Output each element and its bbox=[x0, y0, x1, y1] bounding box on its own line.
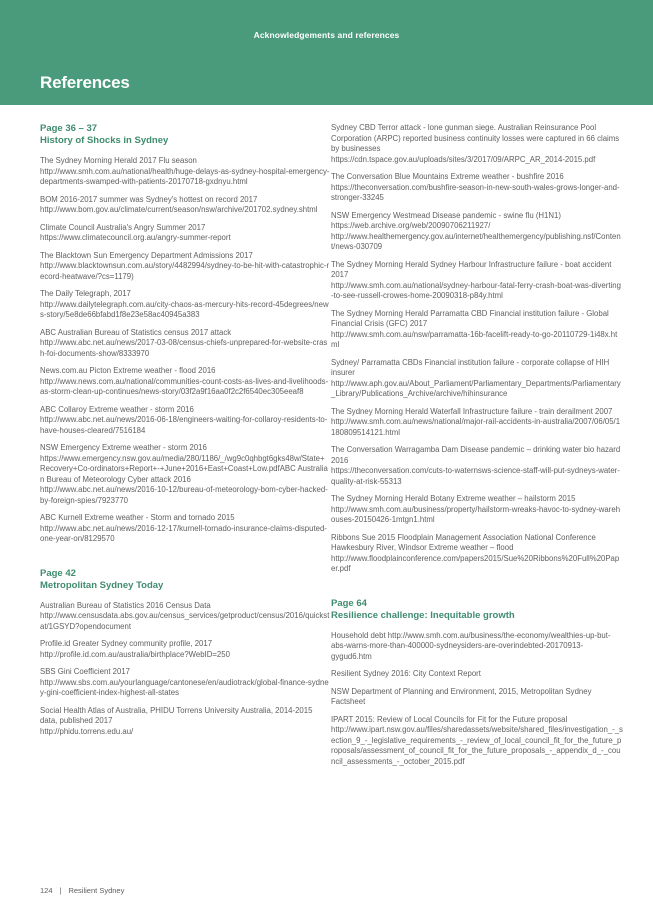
reference-entry bbox=[331, 533, 623, 575]
reference-entry bbox=[40, 328, 330, 360]
reference-entry bbox=[331, 309, 623, 351]
reference-url[interactable]: http://www.smh.com.au/national/health/huge-delays-as-sydney-hospital-emergency-departments-swamped-with-patients-20170718-gxdnyu.html bbox=[40, 166, 330, 186]
reference-title: Ribbons Sue 2015 Floodplain Management Association National Conference Hawkesbury River, Windsor Extreme weather – flood bbox=[331, 532, 596, 552]
section-heading bbox=[40, 123, 330, 147]
reference-entry bbox=[331, 211, 623, 253]
reference-entry bbox=[40, 513, 330, 545]
reference-title: The Blacktown Sun Emergency Department Admissions 2017 bbox=[40, 250, 253, 260]
right-column bbox=[331, 123, 623, 774]
reference-url[interactable]: http://www.abc.net.au/news/2016-12-17/kurnell-tornado-insurance-claims-disputed-one-year-on/8129570 bbox=[40, 523, 327, 543]
reference-url[interactable]: http://www.abc.net.au/news/2016-10-12/bureau-of-meteorology-bom-cyber-hacked-by-foreign-spies/7923770 bbox=[40, 485, 328, 505]
reference-title: The Sydney Morning Herald Botany Extreme weather – hailstorm 2015 bbox=[331, 494, 576, 503]
reference-url[interactable]: http://www.abc.net.au/news/2016-06-18/engineers-waiting-for-collaroy-residents-to-have-houses-cleared/7516184 bbox=[40, 415, 328, 435]
footer-separator: | bbox=[59, 886, 62, 895]
reference-entry bbox=[40, 405, 330, 437]
section-title: Resilience challenge: Inequitable growth bbox=[331, 609, 515, 621]
publication-name: Resilient Sydney bbox=[68, 886, 125, 895]
reference-entry bbox=[40, 443, 330, 506]
reference-entry bbox=[40, 366, 330, 398]
reference-url[interactable]: https://www.emergency.nsw.gov.au/media/280/1186/_/wg9c0qhbgt6gks48w/State+Recovery+Co-ordinators+Report+-+June+2016+East+Coast+Low.pdfABC Australian Bureau of Meteorology Cyber attack 2016 bbox=[40, 453, 328, 484]
reference-title: ABC Kurnell Extreme weather - Storm and tornado 2015 bbox=[40, 513, 235, 522]
reference-entry bbox=[331, 494, 623, 526]
section-gap bbox=[331, 582, 623, 598]
reference-title: Sydney CBD Terror attack - lone gunman siege. Australian Reinsurance Pool Corporation (ARPC) reported business continuity losses were captured in 66 claims by businesses bbox=[331, 123, 620, 153]
reference-entry bbox=[40, 706, 330, 738]
reference-title: Resilient Sydney 2016: City Context Report bbox=[331, 669, 481, 678]
section-page-ref: Page 36 – 37 bbox=[40, 123, 98, 134]
reference-url[interactable]: http://www.smh.com.au/business/property/hailstorm-wreaks-havoc-to-sydney-warehouses-20150426-1mtgn1.html bbox=[331, 504, 621, 524]
reference-entry bbox=[331, 260, 623, 302]
reference-title: BOM 2016-2017 summer was Sydney's hottest on record 2017 bbox=[40, 194, 258, 204]
reference-title: ABC Australian Bureau of Statistics census 2017 attack bbox=[40, 327, 232, 337]
reference-url[interactable]: http://www.healthemergency.gov.au/internet/healthemergency/publishing.nsf/Content/news-030709 bbox=[331, 231, 621, 251]
reference-title: Sydney/ Parramatta CBDs Financial institution failure - corporate collapse of HIH insurer bbox=[331, 357, 610, 377]
section-gap bbox=[40, 552, 330, 568]
reference-entry bbox=[331, 445, 623, 487]
reference-title: The Sydney Morning Herald Parramatta CBD Financial institution failure - Global Financial Crisis (GFC) 2017 bbox=[331, 308, 609, 328]
reference-title: The Sydney Morning Herald Waterfall Infrastructure failure - train derailment 2007 bbox=[331, 406, 613, 416]
reference-title: Household debt http://www.smh.com.au/business/the-economy/wealthies-up-but-abs-warns-more-than-400000-sydneysiders-are-overindebted-20170913-gygud6.htm bbox=[331, 630, 611, 661]
reference-url[interactable]: http://www.smh.com.au/nsw/parramatta-16b-facelift-ready-to-go-20110729-1i48x.html bbox=[331, 329, 618, 349]
reference-url[interactable]: http://www.blacktownsun.com.au/story/4482994/sydney-to-be-hit-with-catastrophic-record-heatwave/?cs=1179) bbox=[40, 261, 330, 281]
reference-title: Profile.id Greater Sydney community profile, 2017 bbox=[40, 639, 213, 648]
reference-title: Climate Council Australia's Angry Summer 2017 bbox=[40, 222, 206, 232]
reference-entry bbox=[40, 156, 330, 188]
reference-title: The Daily Telegraph, 2017 bbox=[40, 289, 131, 298]
left-column bbox=[40, 123, 330, 744]
reference-url[interactable]: http://www.news.com.au/national/communities-count-costs-as-lives-and-livelihoods-as-storm-clean-up-continues/news-story/03f2a9f16aa0f2c2f6540ec305eeaf8 bbox=[40, 376, 329, 396]
reference-title: Australian Bureau of Statistics 2016 Census Data bbox=[40, 600, 211, 610]
reference-url[interactable]: https://cdn.tspace.gov.au/uploads/sites/3/2017/09/ARPC_AR_2014-2015.pdf bbox=[331, 154, 596, 164]
reference-url[interactable]: http://www.aph.gov.au/About_Parliament/Parliamentary_Departments/Parliamentary_Library/Publications_Archive/archive/hihinsurance bbox=[331, 378, 621, 398]
reference-entry bbox=[40, 639, 330, 660]
section-heading bbox=[331, 598, 623, 622]
reference-entry bbox=[40, 195, 330, 216]
reference-url[interactable]: http://www.bom.gov.au/climate/current/season/nsw/archive/201702.sydney.shtml bbox=[40, 205, 318, 214]
reference-entry bbox=[40, 289, 330, 321]
reference-url[interactable]: http://www.censusdata.abs.gov.au/census_services/getproduct/census/2016/quickstat/1GSYD?opendocument bbox=[40, 611, 330, 631]
section-page-ref: Page 42 bbox=[40, 567, 76, 579]
reference-url[interactable]: http://www.smh.com.au/national/sydney-harbour-fatal-ferry-crash-boat-was-diverting-to-see-russell-crowes-home-20090318-p84y.html bbox=[331, 280, 621, 300]
reference-url[interactable]: http://www.dailytelegraph.com.au/city-chaos-as-mercury-hits-record-45degrees/news-story/5e8de66bfabd1f8e23e58ac40945a383 bbox=[40, 299, 329, 319]
reference-entry bbox=[40, 667, 330, 699]
reference-title: IPART 2015: Review of Local Councils for Fit for the Future proposal bbox=[331, 714, 568, 724]
reference-title: The Conversation Warragamba Dam Disease pandemic – drinking water bio hazard 2016 bbox=[331, 445, 621, 465]
section-title: History of Shocks in Sydney bbox=[40, 135, 169, 146]
reference-title: The Conversation Blue Mountains Extreme weather - bushfire 2016 bbox=[331, 172, 564, 181]
page-title: References bbox=[40, 73, 130, 92]
reference-entry bbox=[331, 715, 623, 768]
reference-entry bbox=[40, 223, 330, 244]
reference-url[interactable]: http://phidu.torrens.edu.au/ bbox=[40, 726, 134, 736]
reference-url[interactable]: https://web.archive.org/web/20090706211927/ bbox=[331, 221, 491, 230]
section-heading bbox=[40, 568, 330, 592]
reference-url[interactable]: http://www.smh.com.au/news/national/major-rail-accidents-in-australia/2007/06/05/1180809514121.html bbox=[331, 417, 621, 437]
footer bbox=[40, 886, 124, 895]
reference-url[interactable]: http://www.sbs.com.au/yourlanguage/cantonese/en/audiotrack/global-finance-sydney-gini-coefficient-index-highest-all-states bbox=[40, 677, 329, 697]
reference-entry bbox=[40, 601, 330, 633]
reference-title: SBS Gini Coefficient 2017 bbox=[40, 667, 131, 676]
reference-entry bbox=[331, 687, 623, 708]
reference-url[interactable]: https://theconversation.com/bushfire-season-in-new-south-wales-grows-longer-and-stronger-33245 bbox=[331, 182, 620, 202]
reference-entry bbox=[331, 123, 623, 165]
reference-url[interactable]: http://www.abc.net.au/news/2017-03-08/census-chiefs-unprepared-for-website-crash-foi-documents-show/8333970 bbox=[40, 338, 328, 358]
reference-entry bbox=[331, 631, 623, 663]
reference-entry bbox=[331, 669, 623, 680]
reference-url[interactable]: http://profile.id.com.au/australia/birthplace?WebID=250 bbox=[40, 649, 230, 659]
reference-title: News.com.au Picton Extreme weather - flood 2016 bbox=[40, 366, 216, 375]
reference-url[interactable]: http://www.ipart.nsw.gov.au/files/sharedassets/website/shared_files/investigation_-_section_9_-_legislative_requirements_-_review_of_local_council_fit_for_the_future_proposals/assessment_of_council_fit_for_the_future_proposals_-_appendix_d_-_council_assessments_-_october_2015.pdf bbox=[331, 725, 623, 766]
reference-url[interactable]: https://theconversation.com/cuts-to-waternsws-science-staff-will-put-sydneys-water-quality-at-risk-55313 bbox=[331, 466, 620, 486]
reference-title: NSW Emergency Westmead Disease pandemic - swine flu (H1N1) bbox=[331, 210, 561, 220]
page-number: 124 bbox=[40, 886, 53, 895]
section-page-ref: Page 64 bbox=[331, 597, 367, 609]
reference-url[interactable]: https://www.climatecouncil.org.au/angry-summer-report bbox=[40, 233, 231, 242]
header-banner bbox=[0, 0, 653, 105]
section-label: Acknowledgements and references bbox=[253, 30, 400, 40]
reference-title: NSW Department of Planning and Environment, 2015, Metropolitan Sydney Factsheet bbox=[331, 686, 592, 706]
reference-entry bbox=[331, 358, 623, 400]
section-title: Metropolitan Sydney Today bbox=[40, 579, 164, 591]
reference-entry bbox=[331, 407, 623, 439]
reference-title: NSW Emergency Extreme weather - storm 2016 bbox=[40, 443, 207, 452]
reference-entry bbox=[331, 172, 623, 204]
reference-url[interactable]: http://www.floodplainconference.com/papers2015/Sue%20Ribbons%20Full%20Paper.pdf bbox=[331, 553, 620, 573]
reference-title: Social Health Atlas of Australia, PHIDU Torrens University Australia, 2014-2015 data, published 2017 bbox=[40, 705, 313, 725]
reference-title: The Sydney Morning Herald 2017 Flu season bbox=[40, 156, 197, 165]
reference-title: ABC Collaroy Extreme weather - storm 2016 bbox=[40, 404, 194, 414]
reference-entry bbox=[40, 251, 330, 283]
reference-title: The Sydney Morning Herald Sydney Harbour Infrastructure failure - boat accident 2017 bbox=[331, 259, 612, 279]
